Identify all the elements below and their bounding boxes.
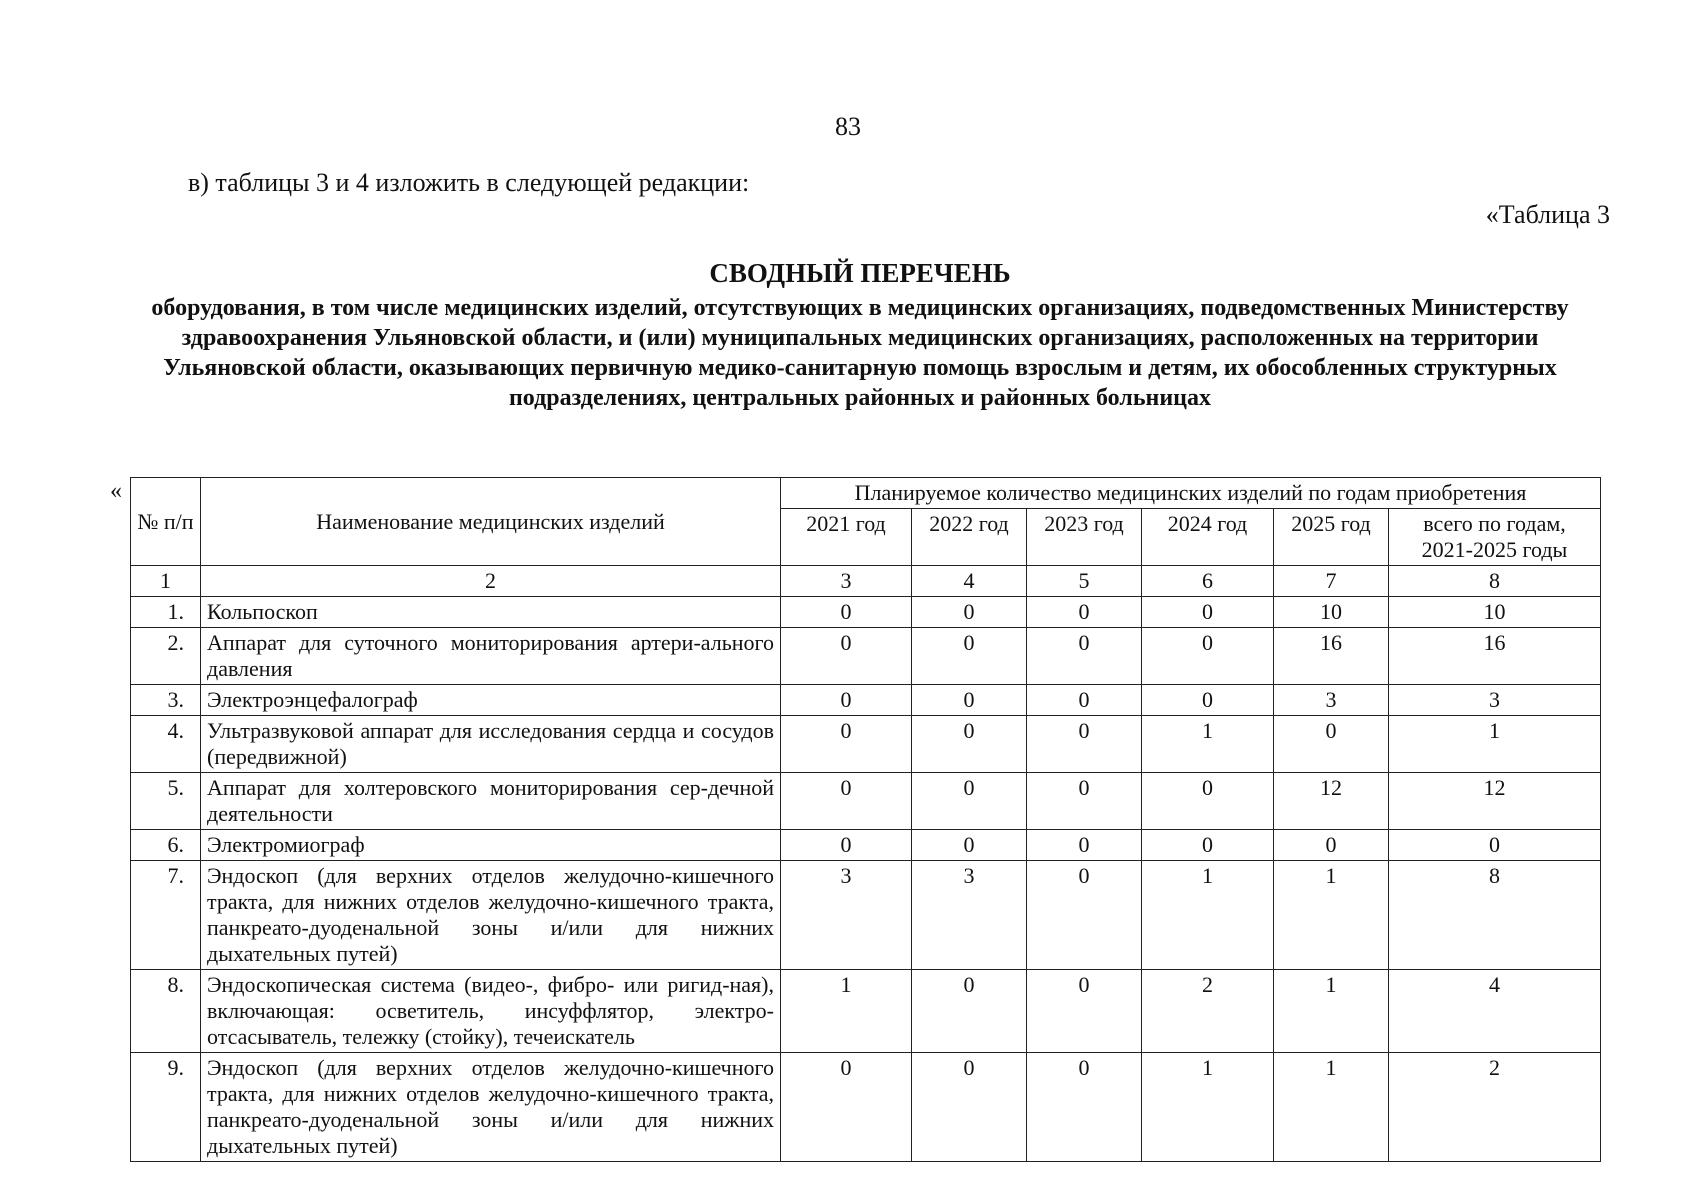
year-value: 0 [1142,685,1274,716]
col-index: 3 [781,566,912,597]
year-value: 0 [1274,830,1389,861]
year-value: 1 [1274,970,1389,1053]
table-label: «Таблица 3 [1485,200,1610,229]
page-number: 83 [835,112,861,141]
year-value: 0 [781,830,912,861]
year-value: 0 [1027,773,1142,830]
header-year-2024: 2024 год [1142,509,1274,566]
year-value: 0 [912,685,1027,716]
header-name: Наименование медицинских изделий [201,478,781,566]
total-value: 16 [1389,628,1601,685]
year-value: 0 [912,1053,1027,1162]
device-name: Электроэнцефалограф [201,685,781,716]
row-number: 1. [131,597,201,628]
col-index: 5 [1027,566,1142,597]
year-value: 1 [1142,861,1274,970]
device-name: Аппарат для холтеровского мониторирования сер-дечной деятельности [201,773,781,830]
device-name: Эндоскопическая система (видео-, фибро- или ригид-ная), включающая: осветитель, инсуффлятор, электро-отсасыватель, тележку (стойку), течеискатель [201,970,781,1053]
device-name: Ультразвуковой аппарат для исследования сердца и сосудов (передвижной) [201,716,781,773]
document-subheading: оборудования, в том числе медицинских изделий, отсутствующих в медицинских организациях, подведомственных Министерству здравоохранения Ульяновской области, и (или) муниципальных медицинских организациях, расположенных на территории Ульяновской области, оказывающих первичную медико-санитарную помощь взрослым и детям, их обособленных структурных подразделениях, центральных районных и районных больницах [151,295,1569,411]
col-index: 1 [131,566,201,597]
device-name: Эндоскоп (для верхних отделов желудочно-кишечного тракта, для нижних отделов желудочно-кишечного тракта, панкреато-дуоденальной зоны и/или для нижних дыхательных путей) [201,1053,781,1162]
row-number: 5. [131,773,201,830]
document-heading: СВОДНЫЙ ПЕРЕЧЕНЬ [709,258,1011,288]
year-value: 0 [912,597,1027,628]
year-value: 0 [1027,628,1142,685]
intro-text: в) таблицы 3 и 4 изложить в следующей редакции: [188,168,750,197]
year-value: 0 [781,597,912,628]
col-index: 8 [1389,566,1601,597]
row-number: 6. [131,830,201,861]
table-row [131,861,1601,970]
table-row [131,1053,1601,1162]
year-value: 0 [781,685,912,716]
row-number: 9. [131,1053,201,1162]
year-value: 0 [912,970,1027,1053]
year-value: 3 [781,861,912,970]
total-value: 1 [1389,716,1601,773]
header-number: № п/п [131,478,201,566]
row-number: 4. [131,716,201,773]
header-year-2021: 2021 год [781,509,912,566]
year-value: 0 [1142,628,1274,685]
year-value: 0 [1027,716,1142,773]
total-value: 4 [1389,970,1601,1053]
header-year-2023: 2023 год [1027,509,1142,566]
table-row [131,628,1601,685]
year-value: 12 [1274,773,1389,830]
year-value: 0 [1027,685,1142,716]
table-row [131,830,1601,861]
year-value: 1 [1142,1053,1274,1162]
total-value: 3 [1389,685,1601,716]
column-index-row [131,566,1601,597]
table-row [131,716,1601,773]
year-value: 1 [781,970,912,1053]
year-value: 0 [1027,861,1142,970]
col-index: 4 [912,566,1027,597]
year-value: 0 [1027,597,1142,628]
col-index: 2 [201,566,781,597]
table-body [131,597,1601,1162]
year-value: 2 [1142,970,1274,1053]
year-value: 0 [781,628,912,685]
year-value: 0 [781,716,912,773]
row-number: 8. [131,970,201,1053]
year-value: 1 [1274,861,1389,970]
total-value: 2 [1389,1053,1601,1162]
total-value: 10 [1389,597,1601,628]
device-name: Эндоскоп (для верхних отделов желудочно-кишечного тракта, для нижних отделов желудочно-кишечного тракта, панкреато-дуоденальной зоны и/или для нижних дыхательных путей) [201,861,781,970]
year-value: 0 [781,1053,912,1162]
header-year-2022: 2022 год [912,509,1027,566]
year-value: 0 [912,628,1027,685]
open-quote-mark: « [110,478,122,504]
header-total: всего по годам, 2021-2025 годы [1389,509,1601,566]
device-name: Аппарат для суточного мониторирования артери-ального давления [201,628,781,685]
year-value: 1 [1142,716,1274,773]
equipment-table [130,477,1601,1162]
year-value: 0 [1142,597,1274,628]
table-row [131,773,1601,830]
col-index: 6 [1142,566,1274,597]
year-value: 0 [1142,773,1274,830]
device-name: Кольпоскоп [201,597,781,628]
table-row [131,970,1601,1053]
header-year-2025: 2025 год [1274,509,1389,566]
col-index: 7 [1274,566,1389,597]
year-value: 0 [1274,716,1389,773]
table-row [131,685,1601,716]
year-value: 10 [1274,597,1389,628]
year-value: 3 [912,861,1027,970]
year-value: 3 [1274,685,1389,716]
total-value: 8 [1389,861,1601,970]
row-number: 2. [131,628,201,685]
year-value: 0 [912,830,1027,861]
header-group: Планируемое количество медицинских изделий по годам приобретения [781,478,1601,509]
total-value: 12 [1389,773,1601,830]
year-value: 0 [1027,970,1142,1053]
table-row [131,597,1601,628]
year-value: 0 [1027,1053,1142,1162]
year-value: 0 [1027,830,1142,861]
year-value: 0 [781,773,912,830]
year-value: 1 [1274,1053,1389,1162]
year-value: 16 [1274,628,1389,685]
year-value: 0 [1142,830,1274,861]
total-value: 0 [1389,830,1601,861]
row-number: 7. [131,861,201,970]
year-value: 0 [912,773,1027,830]
row-number: 3. [131,685,201,716]
year-value: 0 [912,716,1027,773]
device-name: Электромиограф [201,830,781,861]
